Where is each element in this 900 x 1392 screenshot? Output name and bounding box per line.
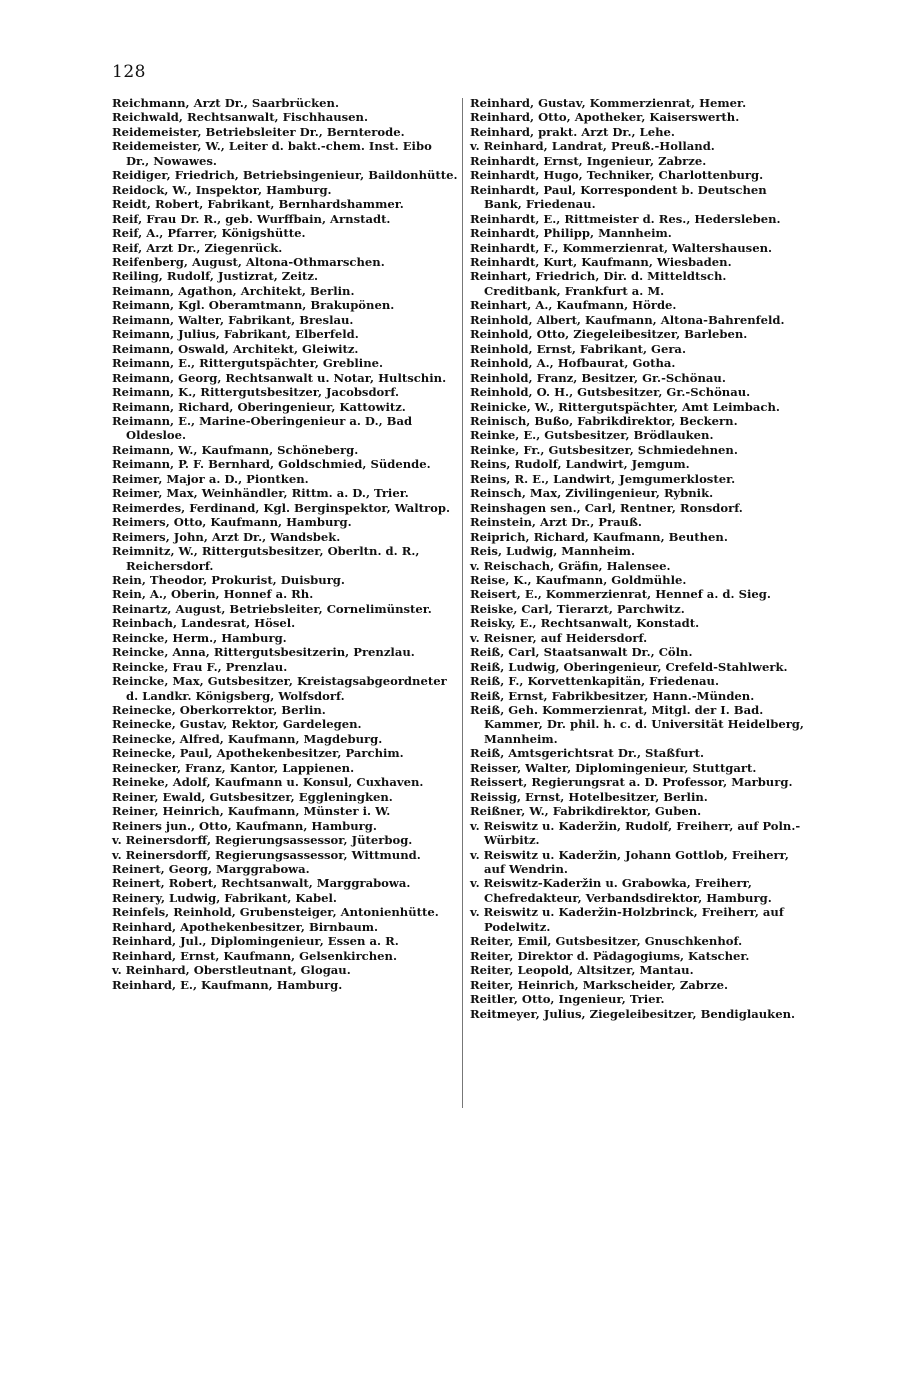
directory-entry: Rein, Theodor, Prokurist, Duisburg. xyxy=(112,572,345,587)
directory-entry: Reiling, Rudolf, Justizrat, Zeitz. xyxy=(112,269,318,284)
directory-entry: Reifenberg, August, Altona-Othmarschen. xyxy=(112,254,385,269)
directory-entry: Reinert, Robert, Rechtsanwalt, Marggrabowa. xyxy=(112,876,411,891)
directory-entry: Reif, Frau Dr. R., geb. Wurffbain, Arnstadt. xyxy=(112,211,391,226)
directory-entry: Reimann, P. F. Bernhard, Goldschmied, Südende. xyxy=(112,457,431,472)
directory-entry: Reidemeister, W., Leiter d. bakt.-chem. Inst. Eibo Dr., Nowawes. xyxy=(112,139,432,168)
directory-entry: Reisser, Walter, Diplomingenieur, Stuttgart. xyxy=(470,760,757,775)
directory-entry: Rein, A., Oberin, Honnef a. Rh. xyxy=(112,587,314,602)
directory-entry: Reiners jun., Otto, Kaufmann, Hamburg. xyxy=(112,818,377,833)
directory-entry: Reimann, Georg, Rechtsanwalt u. Notar, Hultschin. xyxy=(112,370,447,385)
directory-entry: Reimann, Richard, Oberingenieur, Kattowitz. xyxy=(112,399,406,414)
directory-entry: Reinhart, Friedrich, Dir. d. Mitteldtsch. Creditbank, Frankfurt a. M. xyxy=(470,269,727,298)
directory-entry: Reitler, Otto, Ingenieur, Trier. xyxy=(470,992,665,1007)
directory-entry: Reinhard, Apothekenbesitzer, Birnbaum. xyxy=(112,919,379,934)
directory-entry: Reinhold, Otto, Ziegeleibesitzer, Barleben. xyxy=(470,327,748,342)
directory-entry: v. Reiswitz-Kaderžin u. Grabowka, Freiherr, Chefredakteur, Verbandsdirektor, Hamburg. xyxy=(470,876,772,905)
directory-entry: Reiß, Carl, Staatsanwalt Dr., Cöln. xyxy=(470,645,693,660)
directory-entry: Reincke, Frau F., Prenzlau. xyxy=(112,659,288,674)
directory-entry: Reiß, Ernst, Fabrikbesitzer, Hann.-Münden. xyxy=(470,688,755,703)
directory-entry: Reinhardt, E., Rittmeister d. Res., Hedersleben. xyxy=(470,211,781,226)
directory-entry: Reinhardt, Kurt, Kaufmann, Wiesbaden. xyxy=(470,254,732,269)
directory-entry: Reimerdes, Ferdinand, Kgl. Berginspektor, Waltrop. xyxy=(112,500,451,515)
directory-entry: Reimann, K., Rittergutsbesitzer, Jacobsdorf. xyxy=(112,385,400,400)
directory-entry: Reiner, Ewald, Gutsbesitzer, Eggleningken. xyxy=(112,789,393,804)
left-column xyxy=(112,96,458,992)
directory-entry: Reinhardt, Paul, Korrespondent b. Deutschen Bank, Friedenau. xyxy=(470,182,767,212)
directory-entry: Reinisch, Bußo, Fabrikdirektor, Beckern. xyxy=(470,413,738,428)
directory-entry: Reincke, Anna, Rittergutsbesitzerin, Prenzlau. xyxy=(112,645,415,660)
directory-entry: Reinhardt, Philipp, Mannheim. xyxy=(470,226,672,241)
directory-entry: Reincke, Max, Gutsbesitzer, Kreistagsabgeordneter d. Landkr. Königsberg, Wolfsdorf. xyxy=(112,674,447,703)
directory-entry: Reif, Arzt Dr., Ziegenrück. xyxy=(112,240,283,255)
directory-entry: v. Reinersdorff, Regierungsassessor, Jüterbog. xyxy=(112,833,413,848)
directory-entry: Reinhard, Ernst, Kaufmann, Gelsenkirchen. xyxy=(112,948,398,963)
directory-entry: Reinhard, E., Kaufmann, Hamburg. xyxy=(112,977,343,992)
directory-entry: Reissig, Ernst, Hotelbesitzer, Berlin. xyxy=(470,789,708,804)
directory-entry: Reif, A., Pfarrer, Königshütte. xyxy=(112,226,306,241)
directory-entry: Reidock, W., Inspektor, Hamburg. xyxy=(112,182,332,197)
right-column xyxy=(470,96,804,1021)
directory-entry: v. Reiswitz u. Kaderžin-Holzbrinck, Freiherr, auf Podelwitz. xyxy=(470,905,784,934)
directory-entry: Reissert, Regierungsrat a. D. Professor, Marburg. xyxy=(470,775,793,790)
directory-entry: Reins, R. E., Landwirt, Jemgumerkloster. xyxy=(470,471,736,486)
directory-entry: Reinecke, Gustav, Rektor, Gardelegen. xyxy=(112,717,362,732)
directory-entry: Reinhold, Ernst, Fabrikant, Gera. xyxy=(470,341,686,356)
directory-entry: v. Reiswitz u. Kaderžin, Johann Gottlob, Freiherr, auf Wendrin. xyxy=(470,847,789,877)
page-number: 128 xyxy=(112,62,146,82)
directory-entry: v. Reinhard, Oberstleutnant, Glogau. xyxy=(112,963,351,978)
directory-entry: Reinhold, Albert, Kaufmann, Altona-Bahrenfeld. xyxy=(470,312,785,327)
directory-entry: Reimann, E., Marine-Oberingenieur a. D., Bad Oldesloe. xyxy=(112,413,413,443)
directory-entry: v. Reinersdorff, Regierungsassessor, Wittmund. xyxy=(112,847,421,862)
directory-entry: Reimers, John, Arzt Dr., Wandsbek. xyxy=(112,529,341,544)
directory-entry: Reinert, Georg, Marggrabowa. xyxy=(112,862,310,877)
directory-entry: Reinhold, O. H., Gutsbesitzer, Gr.-Schönau. xyxy=(470,385,751,400)
directory-entry: Reichwald, Rechtsanwalt, Fischhausen. xyxy=(112,110,369,125)
column-divider xyxy=(462,98,463,1108)
directory-entry: Reichmann, Arzt Dr., Saarbrücken. xyxy=(112,96,339,110)
directory-entry: Reiske, Carl, Tierarzt, Parchwitz. xyxy=(470,601,685,616)
directory-entry: Reitmeyer, Julius, Ziegeleibesitzer, Bendiglauken. xyxy=(470,1006,796,1021)
directory-entry: v. Reischach, Gräfin, Halensee. xyxy=(470,558,671,573)
directory-entry: Reinbach, Landesrat, Hösel. xyxy=(112,616,296,631)
directory-entry: Reiß, Geh. Kommerzienrat, Mitgl. der I. Bad. Kammer, Dr. phil. h. c. d. Universität Heidelberg, Mannheim. xyxy=(470,703,804,746)
directory-entry: Reinhard, Jul., Diplomingenieur, Essen a. R. xyxy=(112,934,399,949)
directory-entry: Reinhard, prakt. Arzt Dr., Lehe. xyxy=(470,124,675,139)
directory-entry: Reinshagen sen., Carl, Rentner, Ronsdorf. xyxy=(470,500,743,515)
directory-entry: Reimann, W., Kaufmann, Schöneberg. xyxy=(112,442,359,457)
directory-entry: Reinecke, Alfred, Kaufmann, Magdeburg. xyxy=(112,731,383,746)
directory-entry: Reinhard, Gustav, Kommerzienrat, Hemer. xyxy=(470,96,747,110)
directory-entry: Reincke, Herm., Hamburg. xyxy=(112,630,287,645)
directory-entry: Reinicke, W., Rittergutspächter, Amt Leimbach. xyxy=(470,399,780,414)
directory-entry: Reimann, Walter, Fabrikant, Breslau. xyxy=(112,312,354,327)
directory-entry: Reinecker, Franz, Kantor, Lappienen. xyxy=(112,760,355,775)
directory-entry: Reinhardt, Ernst, Ingenieur, Zabrze. xyxy=(470,153,707,168)
directory-entry: Reimann, E., Rittergutspächter, Grebline. xyxy=(112,356,384,371)
directory-entry: Reiß, Amtsgerichtsrat Dr., Staßfurt. xyxy=(470,746,704,761)
directory-entry: Reinery, Ludwig, Fabrikant, Kabel. xyxy=(112,890,337,905)
directory-entry: Reineke, Adolf, Kaufmann u. Konsul, Cuxhaven. xyxy=(112,775,424,790)
directory-entry: Reidemeister, Betriebsleiter Dr., Bernterode. xyxy=(112,124,405,139)
directory-entry: Reinhart, A., Kaufmann, Hörde. xyxy=(470,298,677,313)
directory-entry: Reinstein, Arzt Dr., Prauß. xyxy=(470,515,642,530)
directory-entry: Reimers, Otto, Kaufmann, Hamburg. xyxy=(112,515,352,530)
directory-entry: Reiß, F., Korvettenkapitän, Friedenau. xyxy=(470,674,719,689)
directory-entry: Reinke, Fr., Gutsbesitzer, Schmiedehnen. xyxy=(470,442,738,457)
directory-entry: Reinecke, Paul, Apothekenbesitzer, Parchim. xyxy=(112,746,404,761)
directory-entry: Reiner, Heinrich, Kaufmann, Münster i. W. xyxy=(112,804,391,819)
directory-entry: Reinhard, Otto, Apotheker, Kaiserswerth. xyxy=(470,110,740,125)
directory-entry: Reidiger, Friedrich, Betriebsingenieur, Baildonhütte. xyxy=(112,168,458,183)
directory-entry: Reiß, Ludwig, Oberingenieur, Crefeld-Stahlwerk. xyxy=(470,659,788,674)
directory-entry: Reis, Ludwig, Mannheim. xyxy=(470,544,635,559)
directory-entry: v. Reiswitz u. Kaderžin, Rudolf, Freiherr, auf Poln.-Würbitz. xyxy=(470,818,801,848)
directory-entry: Reiter, Leopold, Altsitzer, Mantau. xyxy=(470,963,694,978)
directory-entry: Reinfels, Reinhold, Grubensteiger, Antonienhütte. xyxy=(112,905,439,920)
directory-entry: Reisky, E., Rechtsanwalt, Konstadt. xyxy=(470,616,700,631)
directory-entry: v. Reisner, auf Heidersdorf. xyxy=(470,630,648,645)
directory-entry: v. Reinhard, Landrat, Preuß.-Holland. xyxy=(470,139,715,154)
directory-entry: Reinhold, Franz, Besitzer, Gr.-Schönau. xyxy=(470,370,726,385)
directory-entry: Reimann, Julius, Fabrikant, Elberfeld. xyxy=(112,327,359,342)
directory-entry: Reiter, Direktor d. Pädagogiums, Katscher. xyxy=(470,948,750,963)
directory-entry: Reinhardt, Hugo, Techniker, Charlottenburg. xyxy=(470,168,764,183)
directory-entry: Reimann, Oswald, Architekt, Gleiwitz. xyxy=(112,341,359,356)
directory-entry: Reimer, Major a. D., Piontken. xyxy=(112,471,309,486)
directory-entry: Reiter, Heinrich, Markscheider, Zabrze. xyxy=(470,977,729,992)
directory-entry: Reiter, Emil, Gutsbesitzer, Gnuschkenhof. xyxy=(470,934,743,949)
directory-entry: Reiprich, Richard, Kaufmann, Beuthen. xyxy=(470,529,728,544)
directory-entry: Reins, Rudolf, Landwirt, Jemgum. xyxy=(470,457,690,472)
directory-entry: Reinsch, Max, Zivilingenieur, Rybnik. xyxy=(470,486,714,501)
directory-entry: Reise, K., Kaufmann, Goldmühle. xyxy=(470,572,687,587)
directory-entry: Reinke, E., Gutsbesitzer, Brödlauken. xyxy=(470,428,714,443)
directory-entry: Reinartz, August, Betriebsleiter, Cornelimünster. xyxy=(112,601,432,616)
directory-entry: Reinhold, A., Hofbaurat, Gotha. xyxy=(470,356,676,371)
directory-entry: Reimer, Max, Weinhändler, Rittm. a. D., Trier. xyxy=(112,486,409,501)
directory-entry: Reidt, Robert, Fabrikant, Bernhardshammer. xyxy=(112,197,404,212)
directory-entry: Reimnitz, W., Rittergutsbesitzer, Oberltn. d. R., Reichersdorf. xyxy=(112,544,420,573)
directory-entry: Reißner, W., Fabrikdirektor, Guben. xyxy=(470,804,702,819)
directory-entry: Reinecke, Oberkorrektor, Berlin. xyxy=(112,703,326,718)
directory-entry: Reinhardt, F., Kommerzienrat, Waltershausen. xyxy=(470,240,773,255)
directory-entry: Reimann, Agathon, Architekt, Berlin. xyxy=(112,283,355,298)
directory-entry: Reimann, Kgl. Oberamtmann, Brakupönen. xyxy=(112,298,395,313)
directory-entry: Reisert, E., Kommerzienrat, Hennef a. d. Sieg. xyxy=(470,587,771,602)
